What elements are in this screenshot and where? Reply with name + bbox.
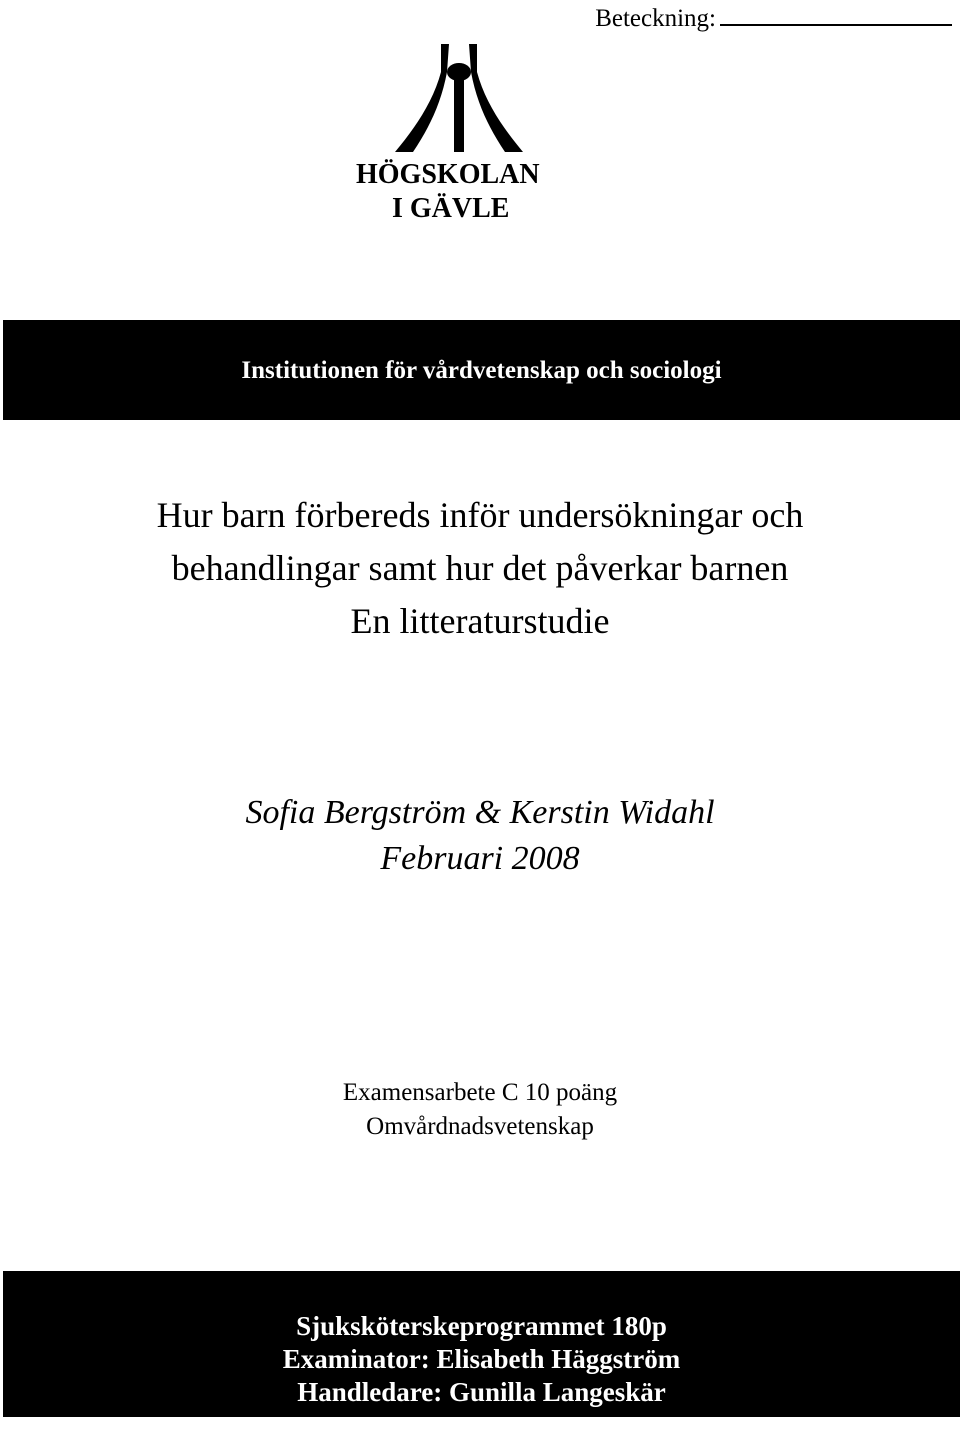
logo-line-2: I GÄVLE <box>392 193 510 224</box>
beteckning-label: Beteckning: <box>595 5 716 32</box>
beteckning-field <box>595 2 952 33</box>
publication-date: Februari 2008 <box>380 840 580 877</box>
university-logo <box>356 42 562 154</box>
title-line-1: Hur barn förbereds inför undersökningar och <box>156 495 804 535</box>
supervisor: Handledare: Gunilla Langeskär <box>297 1377 666 1407</box>
exam-subject: Omvårdnadsvetenskap <box>366 1113 594 1140</box>
program-band <box>3 1271 960 1417</box>
department-band <box>3 320 960 420</box>
logo-text <box>356 158 540 226</box>
examiner: Examinator: Elisabeth Häggström <box>282 1344 681 1374</box>
title-line-2: behandlingar samt hur det påverkar barnen <box>171 548 789 588</box>
exam-info <box>0 1076 960 1144</box>
hogskolan-gavle-logo-icon <box>389 42 529 154</box>
program-name: Sjuksköterskeprogrammet 180p <box>296 1311 667 1341</box>
author-block <box>0 790 960 882</box>
thesis-title <box>0 489 960 648</box>
exam-type: Examensarbete C 10 poäng <box>342 1079 618 1106</box>
beteckning-blank-line <box>720 2 952 26</box>
title-line-3: En litteraturstudie <box>350 601 610 641</box>
logo-line-1: HÖGSKOLAN <box>356 159 540 190</box>
author-names: Sofia Bergström & Kerstin Widahl <box>245 794 715 831</box>
department-name: Institutionen för vårdvetenskap och sociologi <box>241 357 722 384</box>
